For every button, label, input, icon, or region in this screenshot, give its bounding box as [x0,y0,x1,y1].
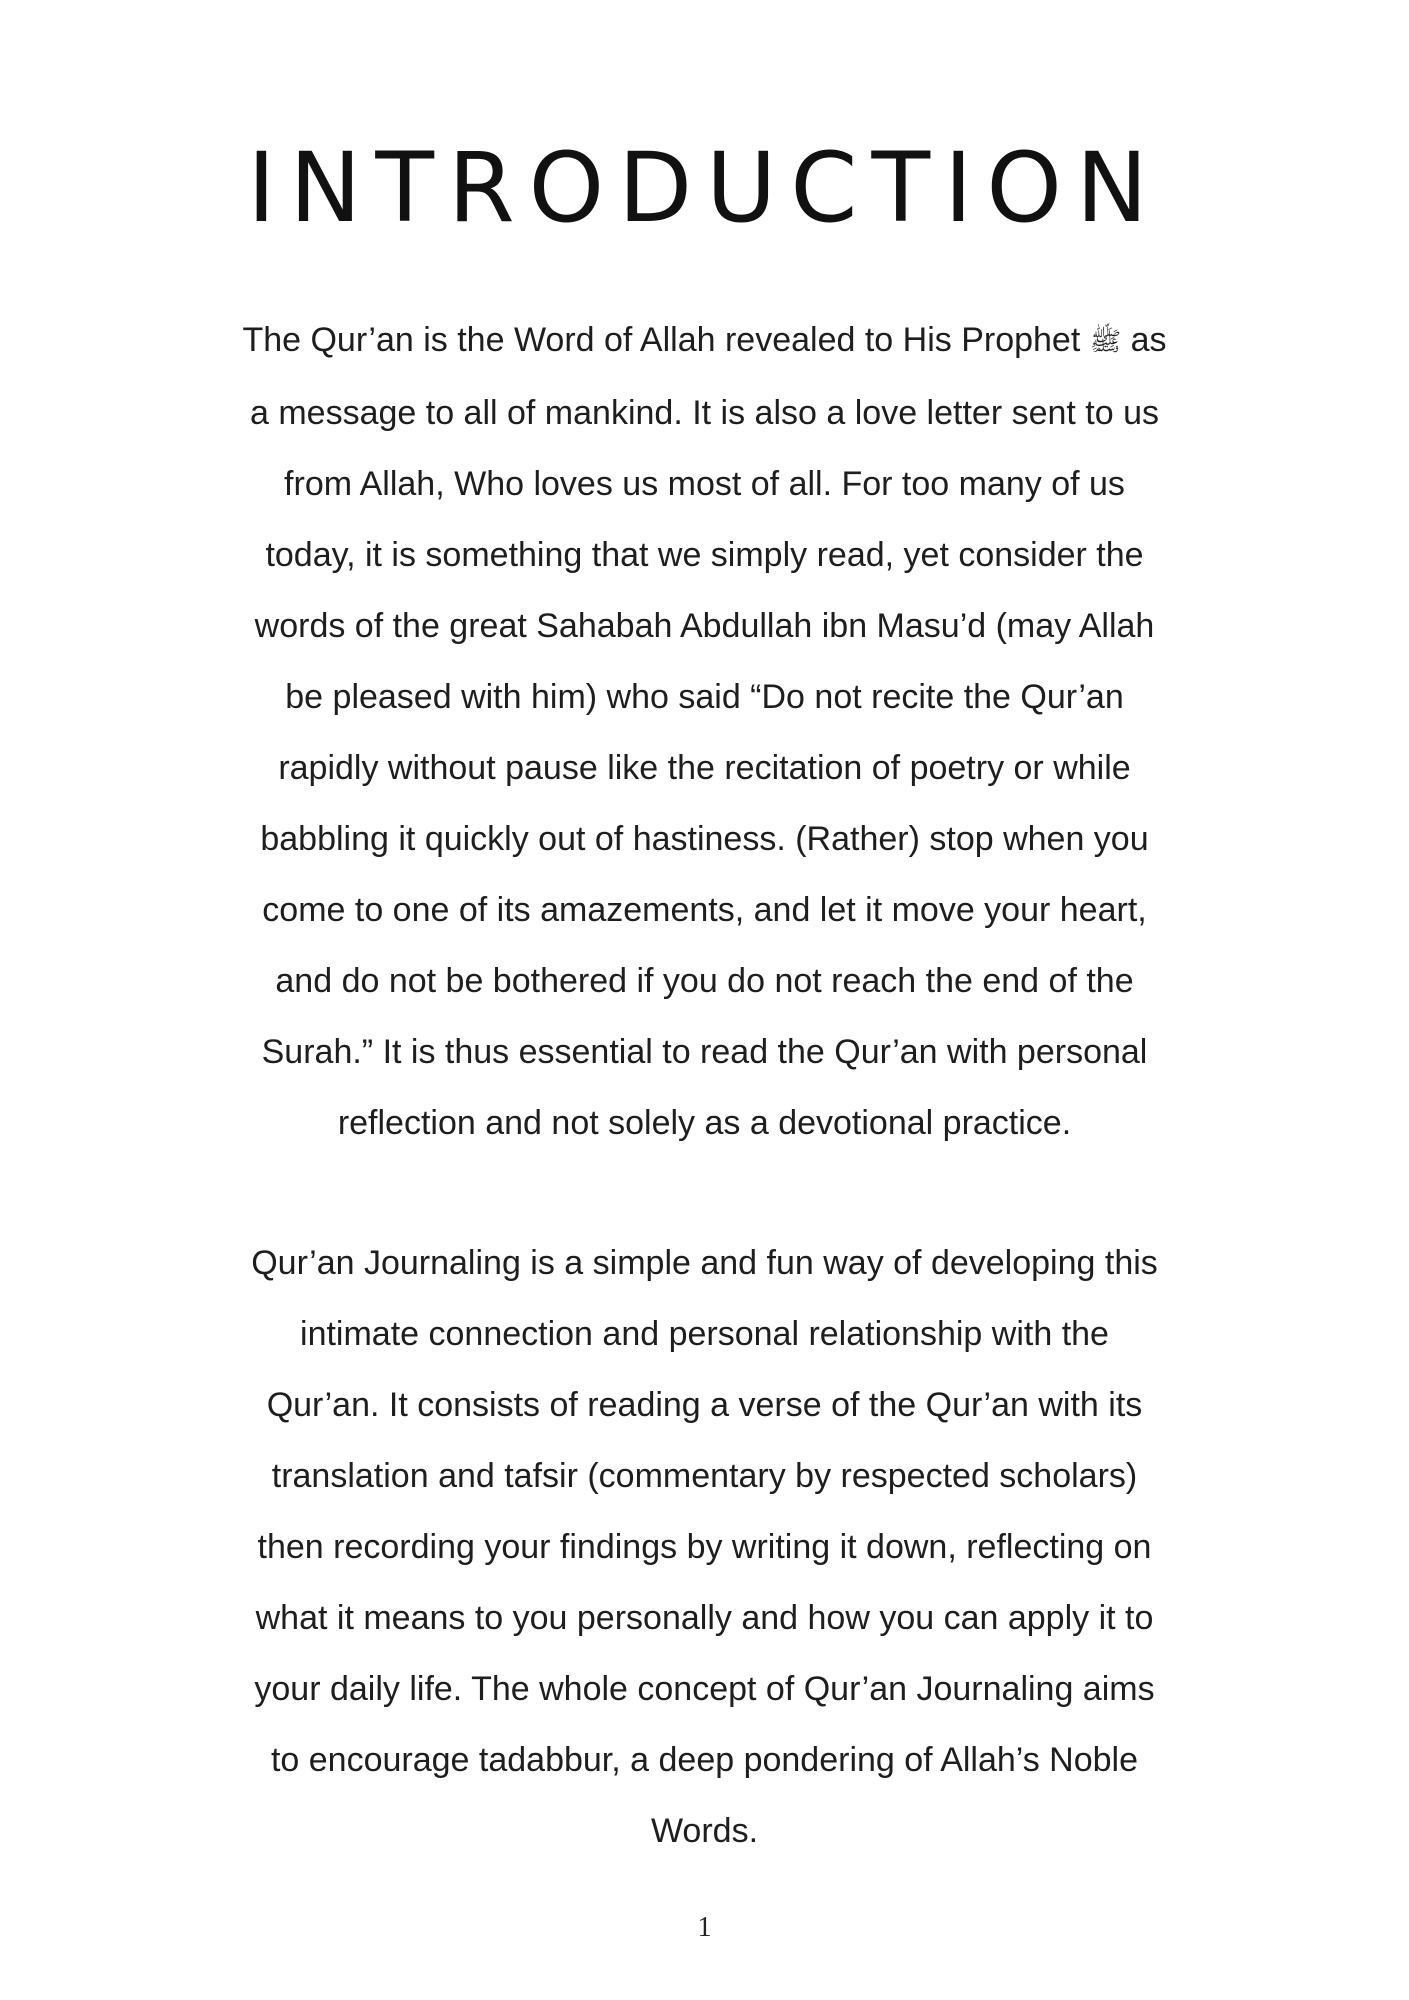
paragraph-line: come to one of its amazements, and let it move your heart, [262,890,1147,929]
paragraph-line: today, it is something that we simply read, yet consider the [265,535,1144,574]
line-text: The Qur’an is the Word of Allah revealed to His Prophet [242,321,1081,359]
paragraph-line [170,305,1239,378]
paragraph-line: Surah.” It is thus essential to read the Qur’an with personal [261,1032,1148,1071]
intro-paragraph-2 [170,1228,1239,1867]
line-text-end: as [1130,321,1167,359]
paragraph-line: reflection and not solely as a devotional practice. [337,1103,1072,1142]
pbuh-honorific-glyph: ﷺ [1089,326,1122,357]
paragraph-line: Qur’an. It consists of reading a verse of the Qur’an with its [266,1386,1143,1424]
paragraph-line: words of the great Sahabah Abdullah ibn Masu’d (may Allah [254,606,1155,645]
paragraph-line: be pleased with him) who said “Do not recite the Qur’an [285,677,1124,716]
paragraph-line: babbling it quickly out of hastiness. (Rather) stop when you [260,819,1149,858]
paragraph-line: translation and tafsir (commentary by respected scholars) [271,1457,1138,1495]
paragraph-line: and do not be bothered if you do not reach the end of the [275,961,1134,1000]
page-title: INTRODUCTION [247,132,1162,244]
paragraph-line: your daily life. The whole concept of Qur’an Journaling aims [254,1670,1155,1708]
paragraph-line: Qur’an Journaling is a simple and fun way of developing this [251,1244,1158,1282]
paragraph-line: from Allah, Who loves us most of all. For too many of us [284,464,1125,503]
paragraph-line: intimate connection and personal relationship with the [300,1315,1109,1353]
paragraph-line: then recording your findings by writing it down, reflecting on [257,1528,1152,1566]
paragraph-line: Words. [650,1812,759,1850]
intro-paragraph-1 [170,305,1239,1159]
paragraph-line: rapidly without pause like the recitation of poetry or while [278,748,1131,787]
paragraph-line: a message to all of mankind. It is also a love letter sent to us [249,393,1160,432]
page-number: 1 [697,1912,712,1943]
paragraph-line: to encourage tadabbur, a deep pondering of Allah’s Noble [270,1741,1139,1779]
paragraph-line: what it means to you personally and how you can apply it to [255,1599,1154,1637]
